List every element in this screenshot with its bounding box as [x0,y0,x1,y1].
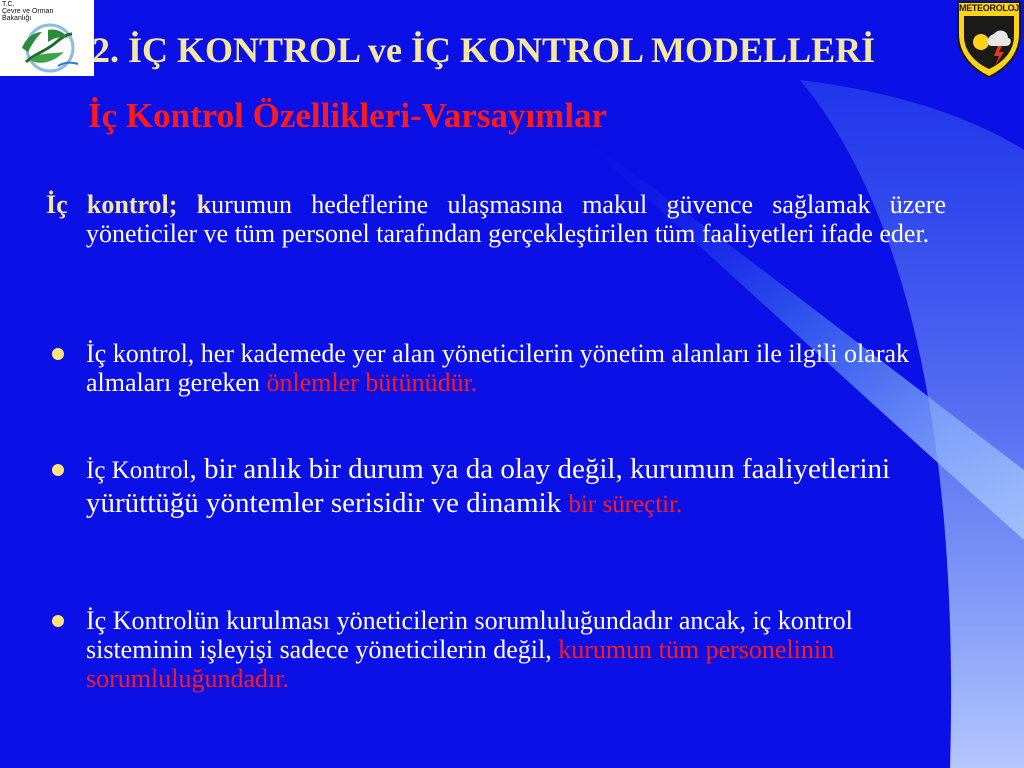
bullet-item-2 [46,453,946,521]
slide-title: 2. İÇ KONTROL ve İÇ KONTROL MODELLERİ [92,30,876,70]
ministry-logo [0,0,94,76]
bullet-3-highlight: kurumun tüm personelinin sorumluluğundadır. [86,635,835,693]
bullet-item-3 [46,606,946,693]
intro-keyword: İç kontrol; [46,190,178,219]
intro-text: urumun hedeflerine ulaşmasına makul güvence sağlamak üzere yöneticiler ve tüm personel tarafından gerçekleştirilen tüm faaliyetleri ifade eder. [86,190,947,248]
intro-paragraph [46,190,946,248]
bullet-1-highlight: önlemler bütünüdür. [266,368,478,397]
bullet-item-1 [46,339,946,397]
bullet-2-prefix: İç [86,457,112,484]
meteorology-logo-text: METEOROLOJİ [959,3,1022,13]
ministry-logo-line-2: Çevre ve Orman [2,8,54,15]
ministry-tree-logo-icon [8,22,92,74]
ministry-logo-line-3: Bakanlığı [2,15,32,22]
slide-subtitle: İç Kontrol Özellikleri-Varsayımlar [88,96,608,135]
bullet-2-prefix-small: Kontrol [111,457,190,484]
bullet-dot-icon [52,348,64,360]
bullet-1-text: İç kontrol, her kademede yer alan yöneticilerin yönetim alanları ile ilgili olarak almaları gereken [86,339,910,397]
bullet-dot-icon [52,464,64,476]
ministry-logo-line-1: T.C. [2,1,15,8]
bullet-2-text: , bir anlık bir durum ya da olay değil, kurumun faaliyetlerini yürüttüğü yöntemler serisidir ve dinamik [86,453,891,519]
meteorology-logo [954,0,1024,78]
bullet-dot-icon [52,615,64,627]
intro-lead-letter: k [196,190,212,219]
bullet-3-text: İç Kontrolün kurulması yöneticilerin sorumluluğundadır ancak, iç kontrol sisteminin işleyişi sadece yöneticilerin değil, [86,606,853,664]
bullet-2-highlight: bir süreçtir. [568,491,683,518]
